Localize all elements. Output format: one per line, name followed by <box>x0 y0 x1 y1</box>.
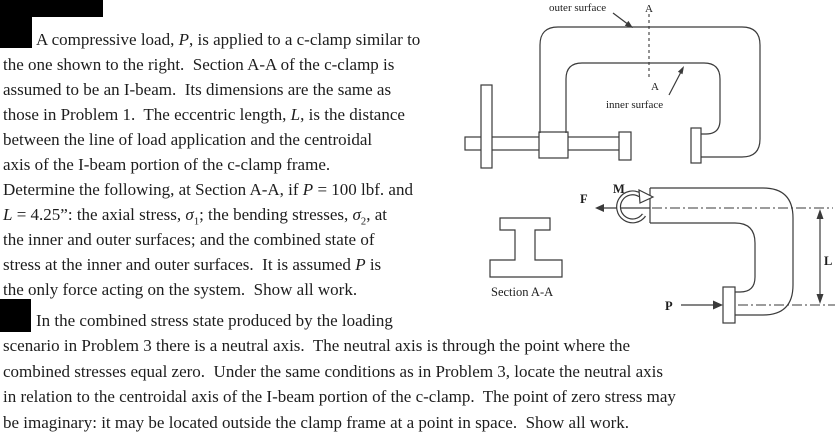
free-body-diagram <box>580 182 835 323</box>
text-line <box>3 359 823 384</box>
math-variable: L <box>3 205 13 224</box>
section-aa-label: Section A-A <box>491 285 554 299</box>
clamp-anvil-pad <box>691 128 701 163</box>
text-run: is <box>365 255 382 274</box>
text-line <box>3 202 473 227</box>
text-run: between the line of load application and the centroidal <box>3 130 373 149</box>
text-run: stress at the inner and outer surfaces. It is assumed <box>3 255 356 274</box>
fbd-moment-arrow-icon <box>639 190 653 203</box>
text-line <box>3 410 823 435</box>
text-line <box>3 227 473 252</box>
clamp-screw-boss <box>539 132 568 158</box>
text-line <box>3 127 473 152</box>
problem-diagrams <box>440 0 837 332</box>
fbd-length-dim-arrow-down-icon <box>817 294 824 304</box>
text-run: = 4.25”: the axial stress, <box>12 205 186 224</box>
inner-surface-leader-line <box>669 70 682 95</box>
text-run: 2 <box>360 216 367 228</box>
text-line <box>3 27 473 52</box>
math-variable: L <box>290 105 301 124</box>
text-line <box>3 277 473 302</box>
clamp-screw-pad <box>619 132 631 160</box>
text-line <box>3 102 473 127</box>
section-mark-bottom-label: A <box>651 81 659 93</box>
inner-surface-arrow-icon <box>678 66 684 74</box>
text-run: combined stresses equal zero. Under the same conditions as in Problem 3, locate the neutral axis <box>3 361 663 381</box>
text-run: the one shown to the right. Section A-A of the c-clamp is <box>3 55 395 74</box>
text-line <box>3 252 473 277</box>
section-aa-diagram <box>490 218 562 299</box>
fbd-force-label: F <box>580 192 588 206</box>
math-variable: P <box>178 30 189 49</box>
math-variable: σ <box>352 205 361 224</box>
outer-surface-leader-line <box>613 13 629 25</box>
text-run: in relation to the centroidal axis of the I-beam portion of the c-clamp. The point of zero stress may <box>3 387 676 407</box>
text-line <box>3 384 823 409</box>
text-run: Determine the following, at Section A-A, if <box>3 180 303 199</box>
text-run: ; the bending stresses, <box>199 205 353 224</box>
text-line <box>3 177 473 202</box>
text-run: scenario in Problem 3 there is a neutral axis. The neutral axis is through the point where the <box>3 336 631 356</box>
fbd-length-dim-arrow-up-icon <box>817 209 824 219</box>
outer-surface-label: outer surface <box>549 2 607 14</box>
fbd-anvil-pad <box>723 287 735 323</box>
inner-surface-label: inner surface <box>606 99 664 111</box>
c-clamp-diagram <box>465 2 760 168</box>
math-variable: P <box>302 180 314 199</box>
text-run: axis of the I-beam portion of the c-clamp frame. <box>3 155 331 174</box>
fbd-load-label: P <box>665 299 673 313</box>
fbd-frame-outer-profile <box>650 188 793 315</box>
text-line <box>3 152 473 177</box>
text-run: = 100 lbf. and <box>313 180 413 199</box>
text-line <box>3 333 823 358</box>
text-run: those in Problem 1. The eccentric length, <box>3 105 291 124</box>
text-run: , is the distance <box>300 105 405 124</box>
text-run: A compressive load, <box>36 30 179 49</box>
text-run: , is applied to a c-clamp similar to <box>188 30 421 49</box>
text-run: , at <box>366 205 387 224</box>
clamp-screw-handle <box>481 85 492 168</box>
section-mark-top-label: A <box>645 3 653 15</box>
text-run: In the combined stress state produced by the loading <box>36 311 393 330</box>
fbd-length-label: L <box>824 254 833 268</box>
fbd-load-arrow-icon <box>713 301 723 310</box>
text-run: be imaginary: it may be located outside the clamp frame at a point in space. Show all work. <box>3 412 629 432</box>
math-variable: σ <box>185 205 194 224</box>
fbd-moment-label: M <box>613 182 625 196</box>
text-line <box>3 77 473 102</box>
text-run: assumed to be an I-beam. Its dimensions are the same as <box>3 80 392 99</box>
fbd-frame-inner-profile <box>650 223 755 292</box>
text-run: 1 <box>193 216 200 228</box>
text-line <box>3 52 473 77</box>
math-variable: P <box>355 255 366 274</box>
text-run: the only force acting on the system. Show all work. <box>3 280 358 299</box>
i-beam-cross-section <box>490 218 562 277</box>
text-run: the inner and outer surfaces; and the combined state of <box>3 230 375 249</box>
fbd-force-arrow-icon <box>595 204 604 212</box>
problem3-paragraph <box>3 27 473 302</box>
